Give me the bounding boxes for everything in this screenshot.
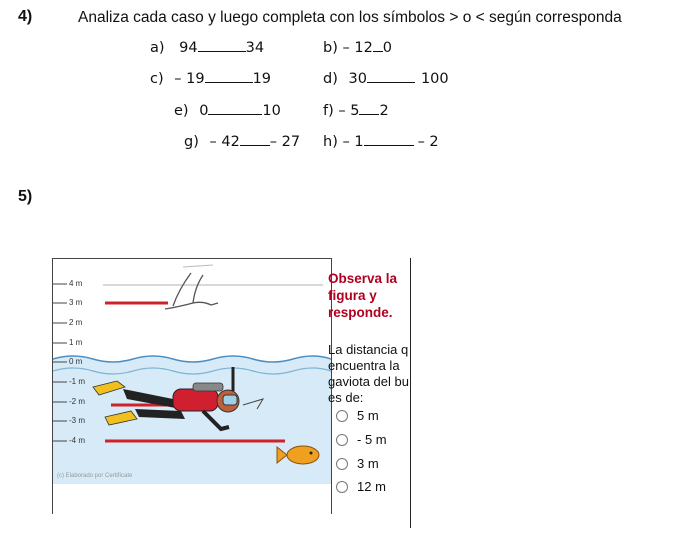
exercise-d-right: 100 xyxy=(420,71,449,87)
depth-label-0m: 0 m xyxy=(69,357,83,366)
exercise-g-right: – 27 xyxy=(269,134,301,150)
exercise-e xyxy=(174,101,281,119)
depth-label-minus4m: -4 m xyxy=(69,436,85,445)
exercise-a-blank[interactable] xyxy=(198,38,246,52)
exercise-h-blank[interactable] xyxy=(364,132,414,146)
option-minus-5m[interactable] xyxy=(336,432,387,447)
question-5-number: 5) xyxy=(18,188,33,205)
exercise-b-right: 0 xyxy=(382,40,393,56)
exercise-d-left: 30 xyxy=(348,71,367,87)
exercise-e-label: e) xyxy=(174,103,189,119)
radio-option-minus-5m[interactable] xyxy=(336,434,348,446)
exercise-b-left: – 12 xyxy=(342,40,373,56)
exercise-b-blank[interactable] xyxy=(373,38,383,52)
exercise-c-blank[interactable] xyxy=(205,69,253,83)
question-5-text xyxy=(328,342,410,406)
question-5-panel xyxy=(330,258,411,528)
radio-option-3m[interactable] xyxy=(336,458,348,470)
exercise-e-right: 10 xyxy=(262,103,281,119)
exercise-c xyxy=(150,69,271,87)
question-4-number: 4) xyxy=(18,8,33,25)
option-3m[interactable] xyxy=(336,456,379,471)
option-12m[interactable] xyxy=(336,479,386,494)
exercise-c-right: 19 xyxy=(252,71,272,87)
option-3m-label: 3 m xyxy=(357,456,379,471)
exercise-f xyxy=(323,101,389,119)
option-5m[interactable] xyxy=(336,408,379,423)
depth-label-4m: 4 m xyxy=(69,279,83,288)
exercise-h-label: h) xyxy=(323,134,338,150)
exercise-f-left: – 5 xyxy=(338,103,360,119)
radio-option-12m[interactable] xyxy=(336,481,348,493)
observe-line-2: figura y xyxy=(328,288,377,303)
exercise-d-label: d) xyxy=(323,71,338,87)
exercise-a xyxy=(150,38,264,56)
depth-label-minus2m: -2 m xyxy=(69,397,85,406)
option-5m-label: 5 m xyxy=(357,408,379,423)
radio-option-5m[interactable] xyxy=(336,410,348,422)
exercise-f-blank[interactable] xyxy=(359,101,379,115)
exercise-f-right: 2 xyxy=(379,103,389,119)
exercise-c-label: c) xyxy=(150,71,164,87)
exercise-f-label: f) xyxy=(323,103,334,119)
exercise-h xyxy=(323,132,439,150)
option-12m-label: 12 m xyxy=(357,479,386,494)
exercise-g-blank[interactable] xyxy=(240,132,270,146)
exercise-h-right: – 2 xyxy=(417,134,439,150)
depth-label-2m: 2 m xyxy=(69,318,83,327)
exercise-d xyxy=(323,69,449,87)
observe-heading xyxy=(328,270,397,321)
depth-label-1m: 1 m xyxy=(69,338,83,347)
question-4-instruction: Analiza cada caso y luego completa con los símbolos > o < según corresponda xyxy=(78,9,622,26)
depth-label-minus3m: -3 m xyxy=(69,416,85,425)
exercise-g xyxy=(184,132,300,150)
exercise-g-label: g) xyxy=(184,134,199,150)
depth-label-3m: 3 m xyxy=(69,298,83,307)
observe-line-3: responde. xyxy=(328,305,393,320)
depth-label-minus1m: -1 m xyxy=(69,377,85,386)
exercise-b-label: b) xyxy=(323,40,338,56)
exercise-c-left: – 19 xyxy=(174,71,205,87)
exercise-d-blank[interactable] xyxy=(367,69,415,83)
exercise-a-right: 34 xyxy=(245,40,265,56)
diver-figure xyxy=(52,258,332,514)
question-line-1: La distancia q xyxy=(328,342,409,357)
exercise-e-blank[interactable] xyxy=(208,101,262,115)
question-line-3: gaviota del bu xyxy=(328,374,409,389)
exercise-a-left: 94 xyxy=(179,40,198,56)
question-line-4: es de: xyxy=(328,390,364,405)
observe-line-1: Observa la xyxy=(328,271,398,286)
option-minus-5m-label: - 5 m xyxy=(357,432,387,447)
exercise-e-left: 0 xyxy=(199,103,209,119)
exercise-h-left: – 1 xyxy=(342,134,364,150)
figure-credit: (c) Elaborado por Certifícate xyxy=(57,473,133,479)
exercise-b xyxy=(323,38,392,56)
exercise-a-label: a) xyxy=(150,40,165,56)
exercise-g-left: – 42 xyxy=(209,134,240,150)
question-line-2: encuentra la xyxy=(328,358,400,373)
